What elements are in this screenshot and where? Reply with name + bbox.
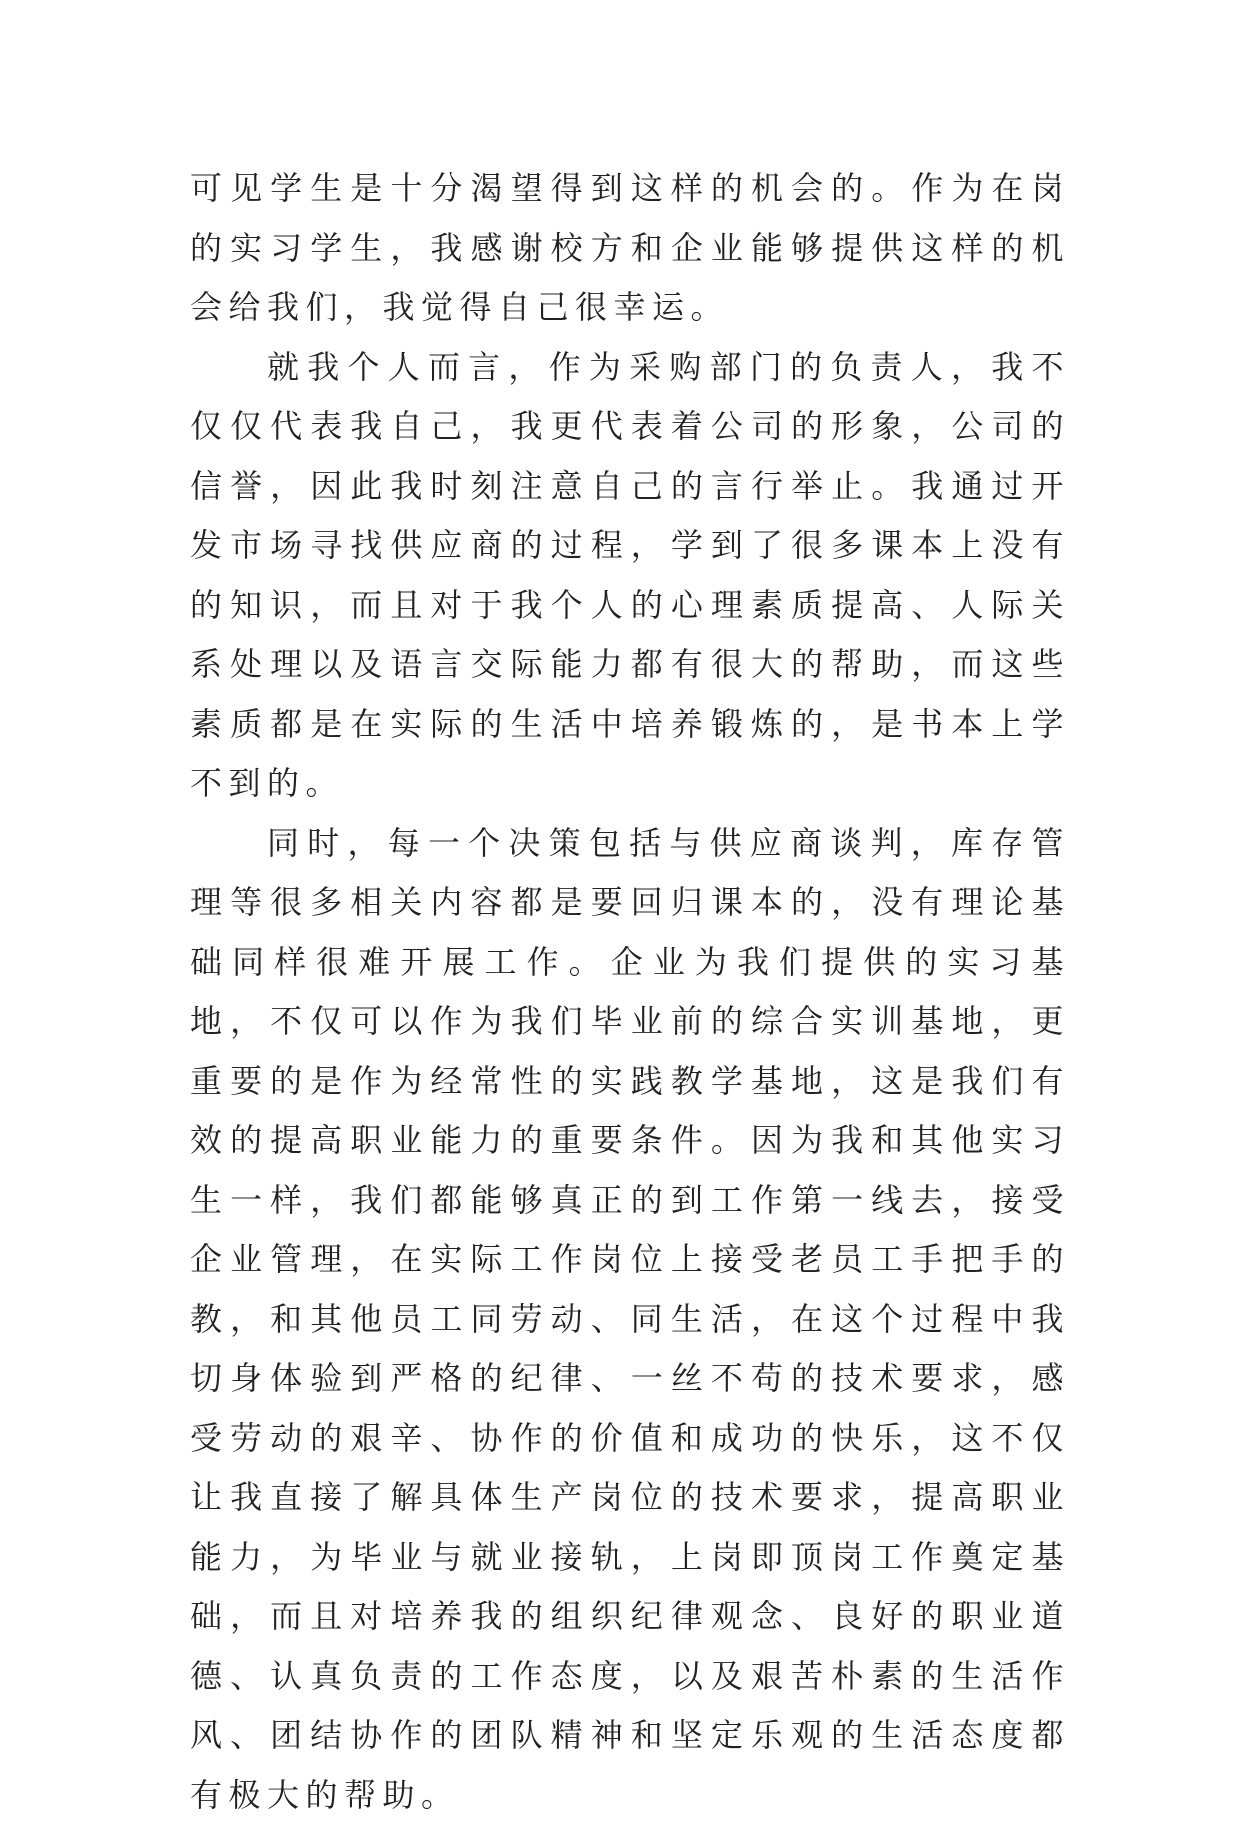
paragraph-internship-value: 同时，每一个决策包括与供应商谈判，库存管理等很多相关内容都是要回归课本的，没有理论基础同样很难开展工作。企业为我们提供的实习基地，不仅可以作为我们毕业前的综合实训基地，更重要的是作为经常性的实践教学基地，这是我们有效的提高职业能力的重要条件。因为我和其他实习生一样，我们都能够真正的到工作第一线去，接受企业管理，在实际工作岗位上接受老员工手把手的教，和其他员工同劳动、同生活，在这个过程中我切身体验到严格的纪律、一丝不苟的技术要求，感受劳动的艰辛、协作的价值和成功的快乐，这不仅让我直接了解具体生产岗位的技术要求，提高职业能力，为毕业与就业接轨，上岗即顶岗工作奠定基础，而且对培养我的组织纪律观念、良好的职业道德、认真负责的工作态度，以及艰苦朴素的生活作风、团结协作的团队精神和坚定乐观的生活态度都有极大的帮助。 <box>190 814 1070 1825</box>
document-body <box>190 159 1070 1825</box>
paragraph-procurement-role: 就我个人而言，作为采购部门的负责人，我不仅仅代表我自己，我更代表着公司的形象，公司的信誉，因此我时刻注意自己的言行举止。我通过开发市场寻找供应商的过程，学到了很多课本上没有的知识，而且对于我个人的心理素质提高、人际关系处理以及语言交际能力都有很大的帮助，而这些素质都是在实际的生活中培养锻炼的，是书本上学不到的。 <box>190 338 1070 814</box>
paragraph-continued: 可见学生是十分渴望得到这样的机会的。作为在岗的实习学生，我感谢校方和企业能够提供这样的机会给我们，我觉得自己很幸运。 <box>190 159 1070 338</box>
